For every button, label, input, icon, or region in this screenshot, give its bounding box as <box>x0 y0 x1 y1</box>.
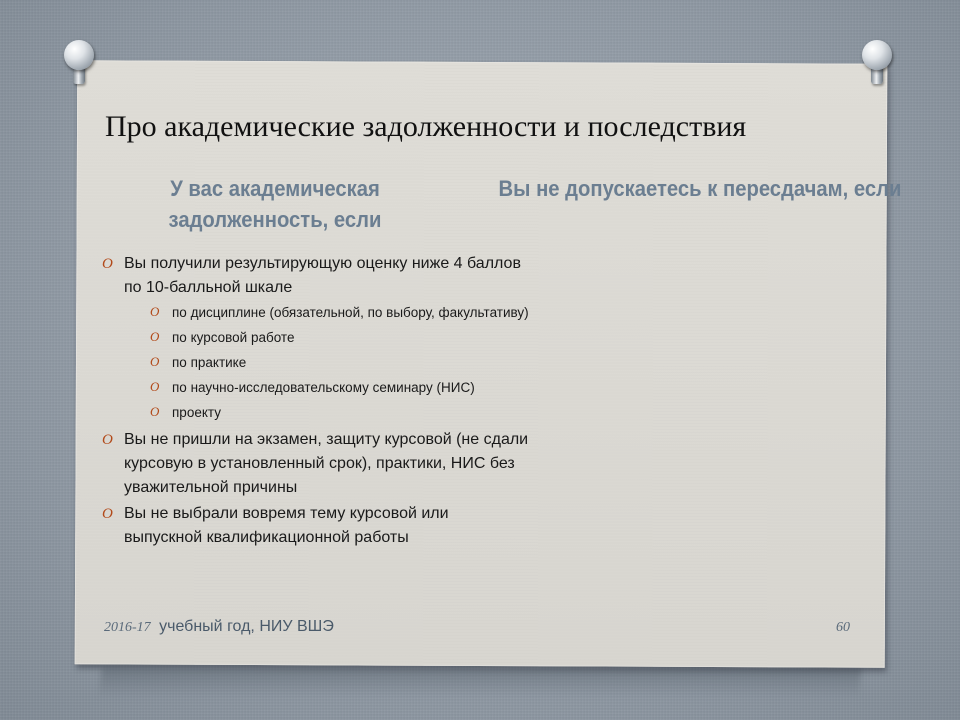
sub-list-item-text: проекту <box>172 405 221 420</box>
footer-year: 2016-17 <box>104 620 151 635</box>
footer-label: учебный год, НИУ ВШЭ <box>159 618 334 635</box>
sub-list-item-text: по научно-исследовательскому семинару (НИС) <box>172 380 475 395</box>
bullet-list <box>100 252 530 552</box>
bullet-icon: O <box>150 329 160 344</box>
sub-list-item-text: по дисциплине (обязательной, по выбору, факультативу) <box>172 305 529 320</box>
footer-text <box>104 618 334 636</box>
sub-list-item <box>148 352 530 374</box>
sub-list-item <box>148 377 530 399</box>
sub-list-item <box>148 327 530 349</box>
sub-list-item <box>148 402 530 424</box>
pushpin-icon <box>64 40 94 86</box>
list-item-text: Вы получили результирующую оценку ниже 4 баллов по 10-балльной шкале <box>124 255 521 296</box>
pushpin-icon <box>862 40 892 86</box>
page-number: 60 <box>836 620 850 635</box>
left-column-heading: У вас академическая задолженность, если <box>168 176 382 232</box>
bullet-icon: O <box>150 354 160 369</box>
card-shadow <box>98 668 861 698</box>
sub-list <box>124 302 530 424</box>
list-item <box>100 428 530 500</box>
sub-list-item-text: по практике <box>172 355 247 370</box>
sub-list-item-text: по курсовой работе <box>172 330 295 345</box>
list-item <box>100 502 530 550</box>
list-item-text: Вы не пришли на экзамен, защиту курсовой (не сдали курсовую в установленный срок), практики, НИС без уважительной причины <box>124 431 529 496</box>
right-column-heading: Вы не допускаетесь к пересдачам, если <box>498 176 902 201</box>
bullet-icon: O <box>150 304 160 319</box>
sub-list-item <box>148 302 530 324</box>
bullet-icon: O <box>150 379 160 394</box>
bullet-icon: O <box>102 506 113 522</box>
bullet-icon: O <box>150 404 160 419</box>
list-item-text: Вы не выбрали вовремя тему курсовой или выпускной квалификационной работы <box>124 505 449 546</box>
bullet-icon: O <box>102 256 113 272</box>
list-item <box>100 252 530 424</box>
bullet-icon: O <box>102 432 113 448</box>
slide-title: Про академические задолженности и последствия <box>105 110 747 143</box>
